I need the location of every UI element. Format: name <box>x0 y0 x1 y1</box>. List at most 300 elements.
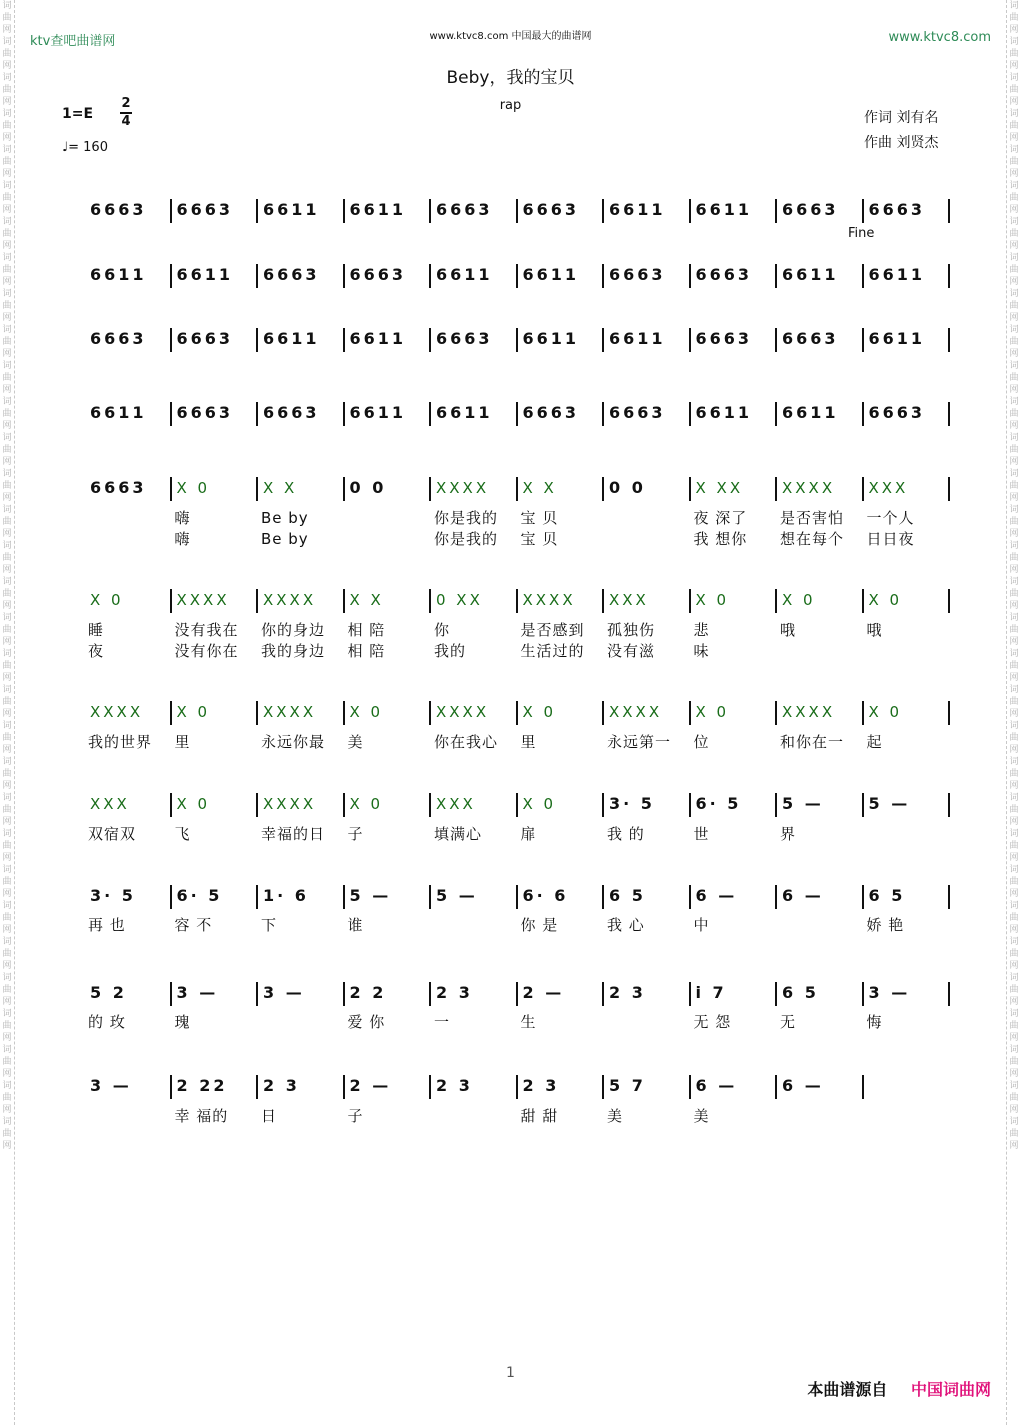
measure: 6663 <box>868 403 926 422</box>
measure: XXXX <box>263 795 317 813</box>
lyric-cell: 美 <box>607 1107 624 1125</box>
measure: 6611 <box>695 200 753 219</box>
lyric-cell: 双宿双 <box>88 825 137 843</box>
bar-line <box>689 477 691 501</box>
measure: 6663 <box>176 403 234 422</box>
measure: 3 — <box>176 983 219 1002</box>
measure: 6611 <box>522 265 580 284</box>
measure: 6663 <box>522 200 580 219</box>
measure: 5 — <box>436 886 478 905</box>
bar-line <box>343 589 345 613</box>
lyric-cell: 没有滋 <box>607 642 656 660</box>
measure: 6 5 <box>609 886 646 905</box>
lyric-cell: 生活过的 <box>520 642 585 660</box>
measure: 2 22 <box>176 1076 228 1095</box>
bar-line <box>602 328 604 352</box>
staff-row <box>88 475 950 505</box>
lyric-cell: 是否感到 <box>520 621 585 639</box>
bar-line <box>516 199 518 223</box>
lyric-cell: 我 的 <box>607 825 645 843</box>
measure: X 0 <box>90 591 124 609</box>
fine-marking: Fine <box>848 226 875 241</box>
bar-line <box>170 982 172 1006</box>
measure: X 0 <box>349 703 384 721</box>
bar-line <box>602 199 604 223</box>
lyric-cell: 起 <box>866 733 883 751</box>
measure: 6663 <box>522 403 580 422</box>
header-site-url[interactable]: www.ktvc8.com <box>888 30 991 45</box>
bar-line <box>516 477 518 501</box>
lyric-cell: 一 <box>434 1013 451 1031</box>
measure: 6663 <box>609 265 666 284</box>
lyric-cell: 我的 <box>434 642 467 660</box>
lyric-cell: 中 <box>693 916 710 934</box>
lyric-cell: 你是我的 <box>434 530 499 548</box>
lyric-row <box>88 1012 950 1032</box>
measure: 6· 6 <box>522 886 569 905</box>
measure: 6611 <box>349 200 407 219</box>
measure: 0 0 <box>609 478 646 497</box>
bar-line <box>516 982 518 1006</box>
lyric-cell: 嗨 <box>174 509 191 527</box>
bar-line <box>256 199 258 223</box>
measure: 2 3 <box>436 1076 473 1095</box>
measure: 2 2 <box>349 983 387 1002</box>
staff-row <box>88 197 950 227</box>
lyric-cell: 我的世界 <box>88 733 153 751</box>
measure: 6 — <box>782 1076 824 1095</box>
lyric-cell: 子 <box>347 825 364 843</box>
bar-line <box>343 264 345 288</box>
lyric-cell: 永远第一 <box>607 733 672 751</box>
measure: XXXX <box>436 479 490 497</box>
bar-line <box>343 701 345 725</box>
bar-line <box>948 199 950 223</box>
bar-line <box>256 701 258 725</box>
lyric-cell: 无 怨 <box>693 1013 732 1031</box>
measure: 6663 <box>609 403 666 422</box>
measure: 6 5 <box>782 983 819 1002</box>
measure: 6611 <box>349 329 407 348</box>
measure: 6611 <box>90 403 147 422</box>
measure: 3· 5 <box>609 794 655 813</box>
measure: XXXX <box>522 591 576 609</box>
lyric-cell: 悔 <box>866 1013 883 1031</box>
lyric-cell: 你 <box>434 621 451 639</box>
lyric-cell: 日日夜 <box>866 530 915 548</box>
measure: 6663 <box>868 200 926 219</box>
bar-line <box>689 701 691 725</box>
bar-line <box>602 477 604 501</box>
measure: X 0 <box>695 591 730 609</box>
measure: 6611 <box>782 403 839 422</box>
lyric-cell: 你 是 <box>520 916 559 934</box>
measure: 0 0 <box>349 478 387 497</box>
bar-line <box>689 793 691 817</box>
lyric-cell: 嗨 <box>174 530 191 548</box>
measure: X 0 <box>176 479 211 497</box>
lyric-cell: 你的身边 <box>261 621 326 639</box>
bar-line <box>256 589 258 613</box>
lyric-row <box>88 1106 950 1126</box>
staff-row <box>88 326 950 356</box>
staff-row <box>88 1073 950 1103</box>
bar-line <box>343 199 345 223</box>
lyric-cell: 幸 福的 <box>174 1107 229 1125</box>
lyric-cell: 宝 贝 <box>520 530 559 548</box>
measure: 6611 <box>868 265 926 284</box>
measure: 6611 <box>522 329 580 348</box>
bar-line <box>689 199 691 223</box>
lyric-cell: 和你在一 <box>780 733 845 751</box>
measure: 2 — <box>522 983 565 1002</box>
time-signature <box>120 96 132 129</box>
lyric-cell: 美 <box>693 1107 710 1125</box>
right-watermark-strip: 词曲网词曲网词曲网词曲网词曲网词曲网词曲网词曲网词曲网词曲网词曲网词曲网词曲网词曲网词曲网词曲网词曲网词曲网词曲网词曲网词曲网词曲网词曲网词曲网词曲网词曲网词曲网词曲网词曲网词曲网词曲网词曲网 <box>1006 0 1021 1425</box>
bar-line <box>170 589 172 613</box>
bar-line <box>516 1075 518 1099</box>
lyric-cell: Be by <box>261 530 309 548</box>
bar-line <box>862 477 864 501</box>
measure: 6· 5 <box>176 886 223 905</box>
lyric-cell: 哦 <box>866 621 883 639</box>
bar-line <box>256 264 258 288</box>
measure: XXX <box>609 591 649 609</box>
time-sig-top: 2 <box>121 96 131 111</box>
bar-line <box>689 1075 691 1099</box>
bar-line <box>516 402 518 426</box>
lyric-cell: 永远你最 <box>261 733 326 751</box>
footer-source-label: 本曲谱源自 <box>807 1380 888 1399</box>
time-sig-bottom: 4 <box>121 114 131 129</box>
composer-credit: 作曲 刘贤杰 <box>864 135 939 151</box>
bar-line <box>602 402 604 426</box>
measure: 5 — <box>349 886 392 905</box>
bar-line <box>862 402 864 426</box>
measure: 2 — <box>349 1076 392 1095</box>
bar-line <box>602 885 604 909</box>
lyric-cell: 填满心 <box>434 825 483 843</box>
bar-line <box>948 264 950 288</box>
measure: 5 — <box>868 794 911 813</box>
bar-line <box>602 793 604 817</box>
lyric-row <box>88 915 950 935</box>
song-subtitle: rap <box>499 98 522 113</box>
lyric-row <box>88 732 950 752</box>
lyric-cell: 我的身边 <box>261 642 326 660</box>
measure: 2 3 <box>522 1076 560 1095</box>
bar-line <box>948 793 950 817</box>
bar-line <box>862 982 864 1006</box>
bar-line <box>516 589 518 613</box>
bar-line <box>689 589 691 613</box>
measure: 5 2 <box>90 983 127 1002</box>
lyric-cell: 世 <box>693 825 710 843</box>
measure: 6611 <box>609 200 666 219</box>
measure: 6663 <box>436 200 493 219</box>
lyric-cell: 没有你在 <box>174 642 239 660</box>
lyric-cell: 想在每个 <box>780 530 845 548</box>
bar-line <box>429 477 431 501</box>
lyric-row <box>88 620 950 640</box>
bar-line <box>256 793 258 817</box>
bar-line <box>602 982 604 1006</box>
bar-line <box>948 328 950 352</box>
measure: 6611 <box>868 329 926 348</box>
measure: 6663 <box>176 200 234 219</box>
measure: XXX <box>868 479 909 497</box>
lyric-cell: 下 <box>261 916 278 934</box>
measure: 6611 <box>436 403 493 422</box>
lyricist-credit: 作词 刘有名 <box>864 110 939 126</box>
lyric-cell: 你是我的 <box>434 509 499 527</box>
bar-line <box>343 885 345 909</box>
bar-line <box>429 1075 431 1099</box>
bar-line <box>343 982 345 1006</box>
measure: 6663 <box>436 329 493 348</box>
measure: XXXX <box>782 703 836 721</box>
lyric-cell: 谁 <box>347 916 364 934</box>
bar-line <box>775 589 777 613</box>
lyric-row <box>88 824 950 844</box>
measure: 6663 <box>782 329 839 348</box>
bar-line <box>429 701 431 725</box>
bar-line <box>862 328 864 352</box>
lyric-cell: 飞 <box>174 825 191 843</box>
bar-line <box>170 885 172 909</box>
lyric-cell: 里 <box>174 733 191 751</box>
measure: 6 — <box>695 1076 738 1095</box>
bar-line <box>429 402 431 426</box>
lyric-row <box>88 641 950 661</box>
bar-line <box>862 885 864 909</box>
footer-credit <box>807 1377 991 1400</box>
lyric-cell: 里 <box>520 733 537 751</box>
lyric-cell: 幸福的日 <box>261 825 326 843</box>
song-title: Beby，我的宝贝 <box>446 68 575 88</box>
lyric-cell: 悲 <box>693 621 710 639</box>
measure: 6 — <box>695 886 738 905</box>
lyric-cell: 哦 <box>780 621 797 639</box>
measure: 6663 <box>782 200 839 219</box>
staff-row <box>88 980 950 1010</box>
measure: 3· 5 <box>90 886 136 905</box>
lyric-cell: 扉 <box>520 825 537 843</box>
measure: i 7 <box>695 983 727 1002</box>
tempo-marking: ♩= 160 <box>62 140 108 155</box>
measure: 6663 <box>90 200 147 219</box>
bar-line <box>343 793 345 817</box>
lyric-cell: 无 <box>780 1013 797 1031</box>
bar-line <box>429 264 431 288</box>
bar-line <box>948 982 950 1006</box>
bar-line <box>343 328 345 352</box>
measure: X 0 <box>176 703 211 721</box>
bar-line <box>429 885 431 909</box>
bar-line <box>689 402 691 426</box>
measure: 6663 <box>90 329 147 348</box>
measure: 6663 <box>695 329 753 348</box>
bar-line <box>602 589 604 613</box>
bar-line <box>602 1075 604 1099</box>
lyric-cell: 一个人 <box>866 509 915 527</box>
measure: XXXX <box>263 703 317 721</box>
measure: 6663 <box>90 478 147 497</box>
lyric-cell: 爱 你 <box>347 1013 386 1031</box>
bar-line <box>689 885 691 909</box>
bar-line <box>170 793 172 817</box>
measure: 6611 <box>349 403 407 422</box>
staff-row <box>88 587 950 617</box>
bar-line <box>170 402 172 426</box>
bar-line <box>256 885 258 909</box>
lyric-row <box>88 529 950 549</box>
bar-line <box>775 402 777 426</box>
bar-line <box>343 402 345 426</box>
footer-site-link[interactable]: 中国词曲网 <box>910 1380 991 1399</box>
measure: 6 — <box>782 886 824 905</box>
lyric-cell: 你在我心 <box>434 733 499 751</box>
measure: 6663 <box>349 265 407 284</box>
lyric-cell: 味 <box>693 642 710 660</box>
measure: 6663 <box>176 329 234 348</box>
measure: 3 — <box>263 983 305 1002</box>
bar-line <box>516 328 518 352</box>
bar-line <box>256 328 258 352</box>
key-signature: 1=E <box>62 106 94 122</box>
measure: 0 XX <box>436 591 483 609</box>
measure: XXXX <box>609 703 663 721</box>
measure: XXX <box>90 795 130 813</box>
bar-line <box>775 982 777 1006</box>
lyric-cell: 夜 <box>88 642 105 660</box>
bar-line <box>429 982 431 1006</box>
measure: XXXX <box>90 703 144 721</box>
lyric-cell: 我 想你 <box>693 530 748 548</box>
measure: XXXX <box>176 591 230 609</box>
lyric-cell: 我 心 <box>607 916 645 934</box>
bar-line <box>170 701 172 725</box>
lyric-cell: 孤独伤 <box>607 621 656 639</box>
staff-row <box>88 883 950 913</box>
lyric-cell: Be by <box>261 509 309 527</box>
bar-line <box>862 793 864 817</box>
lyric-cell: 再 也 <box>88 916 126 934</box>
measure: X 0 <box>695 703 730 721</box>
staff-row <box>88 791 950 821</box>
measure: 2 3 <box>263 1076 300 1095</box>
staff-row <box>88 400 950 430</box>
measure: 6611 <box>695 403 753 422</box>
bar-line <box>602 264 604 288</box>
measure: X X <box>349 591 384 609</box>
lyric-cell: 相 陪 <box>347 642 386 660</box>
page-number: 1 <box>506 1365 515 1381</box>
measure: 5 7 <box>609 1076 646 1095</box>
lyric-cell: 的 玫 <box>88 1013 126 1031</box>
bar-line <box>689 328 691 352</box>
staff-row <box>88 699 950 729</box>
lyric-cell: 是否害怕 <box>780 509 845 527</box>
bar-line <box>256 982 258 1006</box>
measure: 5 — <box>782 794 824 813</box>
bar-line <box>862 701 864 725</box>
lyric-cell: 界 <box>780 825 797 843</box>
bar-line <box>689 982 691 1006</box>
bar-line <box>775 328 777 352</box>
measure: X 0 <box>349 795 384 813</box>
bar-line <box>516 264 518 288</box>
lyric-cell: 生 <box>520 1013 537 1031</box>
measure: 6663 <box>695 265 753 284</box>
bar-line <box>775 199 777 223</box>
staff-row <box>88 262 950 292</box>
bar-line <box>775 477 777 501</box>
measure: X XX <box>695 479 744 497</box>
measure: 6 5 <box>868 886 906 905</box>
measure: X X <box>263 479 298 497</box>
bar-line <box>343 477 345 501</box>
measure: X X <box>522 479 557 497</box>
bar-line <box>429 199 431 223</box>
measure: X 0 <box>868 703 903 721</box>
bar-line <box>775 1075 777 1099</box>
lyric-cell: 没有我在 <box>174 621 239 639</box>
bar-line <box>948 477 950 501</box>
measure: 2 3 <box>609 983 646 1002</box>
bar-line <box>862 589 864 613</box>
bar-line <box>948 589 950 613</box>
measure: X 0 <box>782 591 816 609</box>
bar-line <box>775 885 777 909</box>
bar-line <box>689 264 691 288</box>
measure: X 0 <box>868 591 903 609</box>
measure: 6611 <box>263 200 320 219</box>
measure: XXXX <box>782 479 836 497</box>
measure: 3 — <box>90 1076 132 1095</box>
bar-line <box>862 1075 864 1099</box>
bar-line <box>429 328 431 352</box>
bar-line <box>170 264 172 288</box>
measure: 6611 <box>90 265 147 284</box>
measure: 3 — <box>868 983 911 1002</box>
lyric-cell: 相 陪 <box>347 621 386 639</box>
measure: 6611 <box>436 265 493 284</box>
bar-line <box>516 885 518 909</box>
lyric-cell: 瑰 <box>174 1013 191 1031</box>
measure: 1· 6 <box>263 886 309 905</box>
measure: XXX <box>436 795 476 813</box>
bar-line <box>775 701 777 725</box>
header-tagline: www.ktvc8.com 中国最大的曲谱网 <box>429 31 592 42</box>
bar-line <box>429 793 431 817</box>
bar-line <box>170 328 172 352</box>
bar-line <box>602 701 604 725</box>
bar-line <box>862 199 864 223</box>
header-site-name[interactable]: ktv查吧曲谱网 <box>30 34 116 49</box>
lyric-cell: 位 <box>693 733 710 751</box>
left-watermark-strip: 词曲网词曲网词曲网词曲网词曲网词曲网词曲网词曲网词曲网词曲网词曲网词曲网词曲网词曲网词曲网词曲网词曲网词曲网词曲网词曲网词曲网词曲网词曲网词曲网词曲网词曲网词曲网词曲网词曲网词曲网词曲网词曲网 <box>0 0 15 1425</box>
lyric-cell: 容 不 <box>174 916 213 934</box>
bar-line <box>170 477 172 501</box>
measure: XXXX <box>436 703 490 721</box>
bar-line <box>256 477 258 501</box>
measure: 6611 <box>176 265 234 284</box>
lyric-cell: 甜 甜 <box>520 1107 559 1125</box>
bar-line <box>948 885 950 909</box>
bar-line <box>256 402 258 426</box>
measure: X 0 <box>522 795 557 813</box>
